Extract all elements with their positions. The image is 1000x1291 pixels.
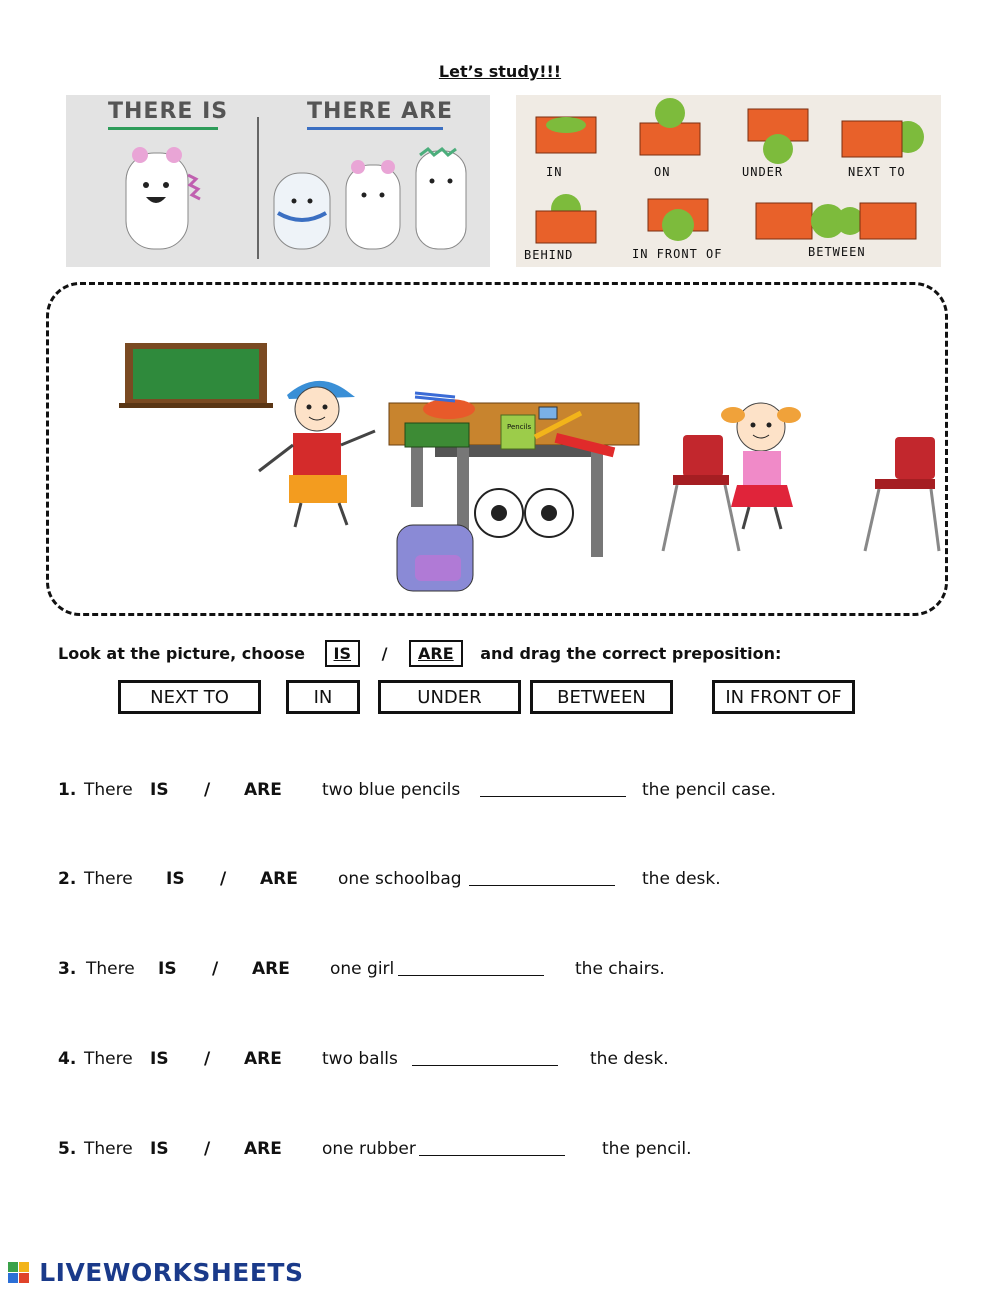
soccer-ball-icon-2 xyxy=(525,489,573,537)
are-choice[interactable]: ARE xyxy=(244,780,282,800)
answer-blank[interactable] xyxy=(412,1049,558,1066)
are-choice[interactable]: ARE xyxy=(252,959,290,979)
logo-text: LIVEWORKSHEETS xyxy=(39,1258,304,1287)
prep-label-in-front-of: IN FRONT OF xyxy=(632,247,723,261)
there-text: There xyxy=(86,959,135,979)
behind-box-icon xyxy=(536,194,596,243)
there-text: There xyxy=(84,780,133,800)
slash: / xyxy=(381,644,388,663)
soccer-ball-icon-1 xyxy=(475,489,523,537)
drag-in-front-of[interactable]: IN FRONT OF xyxy=(712,680,855,714)
prep-label-under: UNDER xyxy=(742,165,784,179)
there-text: There xyxy=(84,1049,133,1069)
object-text: the desk. xyxy=(590,1049,669,1069)
is-choice[interactable]: IS xyxy=(166,869,185,889)
prep-label-behind: BEHIND xyxy=(524,248,574,262)
classroom-illustration xyxy=(49,285,945,613)
next-to-box-icon xyxy=(842,121,924,157)
subject-text: one rubber xyxy=(322,1139,416,1159)
object-text: the pencil. xyxy=(602,1139,692,1159)
three-monsters-icon xyxy=(274,149,466,249)
is-choice[interactable]: IS xyxy=(150,780,169,800)
slash: / xyxy=(204,1139,211,1159)
pencil-case-icon xyxy=(423,399,475,419)
question-number: 3. xyxy=(58,959,77,979)
boy-icon xyxy=(259,381,375,527)
girl-icon xyxy=(721,403,801,529)
object-text: the chairs. xyxy=(575,959,665,979)
there-are-underline xyxy=(307,127,443,130)
prepositions-panel xyxy=(516,95,941,267)
pencils-icon xyxy=(415,393,455,401)
answer-blank[interactable] xyxy=(419,1139,565,1156)
slash: / xyxy=(220,869,227,889)
answer-blank[interactable] xyxy=(469,869,615,886)
prep-label-between: BETWEEN xyxy=(808,245,866,259)
is-option-box: IS xyxy=(325,640,360,667)
in-front-of-box-icon xyxy=(648,199,708,241)
is-choice[interactable]: IS xyxy=(150,1049,169,1069)
prep-label-on: ON xyxy=(654,165,671,179)
on-box-icon xyxy=(640,98,700,155)
question-number: 1. xyxy=(58,780,77,800)
chair-icon-left xyxy=(663,435,739,551)
there-is-there-are-panel xyxy=(66,95,490,267)
are-choice[interactable]: ARE xyxy=(244,1139,282,1159)
subject-text: one schoolbag xyxy=(338,869,462,889)
monsters-illustration xyxy=(66,135,490,265)
drag-under[interactable]: UNDER xyxy=(378,680,521,714)
instructions-suffix: and drag the correct preposition: xyxy=(480,644,782,663)
question-number: 2. xyxy=(58,869,77,889)
object-text: the pencil case. xyxy=(642,780,777,800)
in-box-icon xyxy=(536,117,596,153)
book-icon xyxy=(405,423,469,447)
answer-blank[interactable] xyxy=(398,959,544,976)
single-monster-icon xyxy=(126,147,200,249)
drag-next-to[interactable]: NEXT TO xyxy=(118,680,261,714)
slash: / xyxy=(204,1049,211,1069)
question-number: 5. xyxy=(58,1139,77,1159)
rubber-icon xyxy=(539,407,557,419)
object-text: the desk. xyxy=(642,869,721,889)
instructions-prefix: Look at the picture, choose xyxy=(58,644,305,663)
instructions xyxy=(58,644,781,663)
answer-blank[interactable] xyxy=(480,780,626,797)
notebook-icon xyxy=(501,415,535,449)
chair-icon-right xyxy=(865,437,939,551)
drag-between[interactable]: BETWEEN xyxy=(530,680,673,714)
there-is-underline xyxy=(108,127,218,130)
slash: / xyxy=(212,959,219,979)
subject-text: two balls xyxy=(322,1049,398,1069)
prepositions-illustration xyxy=(516,95,941,267)
are-choice[interactable]: ARE xyxy=(244,1049,282,1069)
slash: / xyxy=(204,780,211,800)
pencil-case-tag: Pencils xyxy=(507,423,532,431)
question-number: 4. xyxy=(58,1049,77,1069)
are-choice[interactable]: ARE xyxy=(260,869,298,889)
between-boxes-icon xyxy=(756,203,916,239)
chalkboard-icon xyxy=(119,343,273,408)
prep-label-next-to: NEXT TO xyxy=(848,165,906,179)
logo-icon xyxy=(8,1262,30,1284)
page-title: Let’s study!!! xyxy=(438,62,562,81)
subject-text: one girl xyxy=(330,959,395,979)
are-option-box: ARE xyxy=(409,640,463,667)
is-choice[interactable]: IS xyxy=(150,1139,169,1159)
there-text: There xyxy=(84,1139,133,1159)
subject-text: two blue pencils xyxy=(322,780,461,800)
prep-label-in: IN xyxy=(546,165,563,179)
liveworksheets-logo xyxy=(8,1258,303,1287)
schoolbag-icon xyxy=(397,525,473,591)
there-is-heading: THERE IS xyxy=(108,99,229,124)
there-are-heading: THERE ARE xyxy=(307,99,454,124)
there-text: There xyxy=(84,869,133,889)
is-choice[interactable]: IS xyxy=(158,959,177,979)
classroom-scene xyxy=(46,282,948,616)
under-box-icon xyxy=(748,109,808,164)
drag-in[interactable]: IN xyxy=(286,680,360,714)
